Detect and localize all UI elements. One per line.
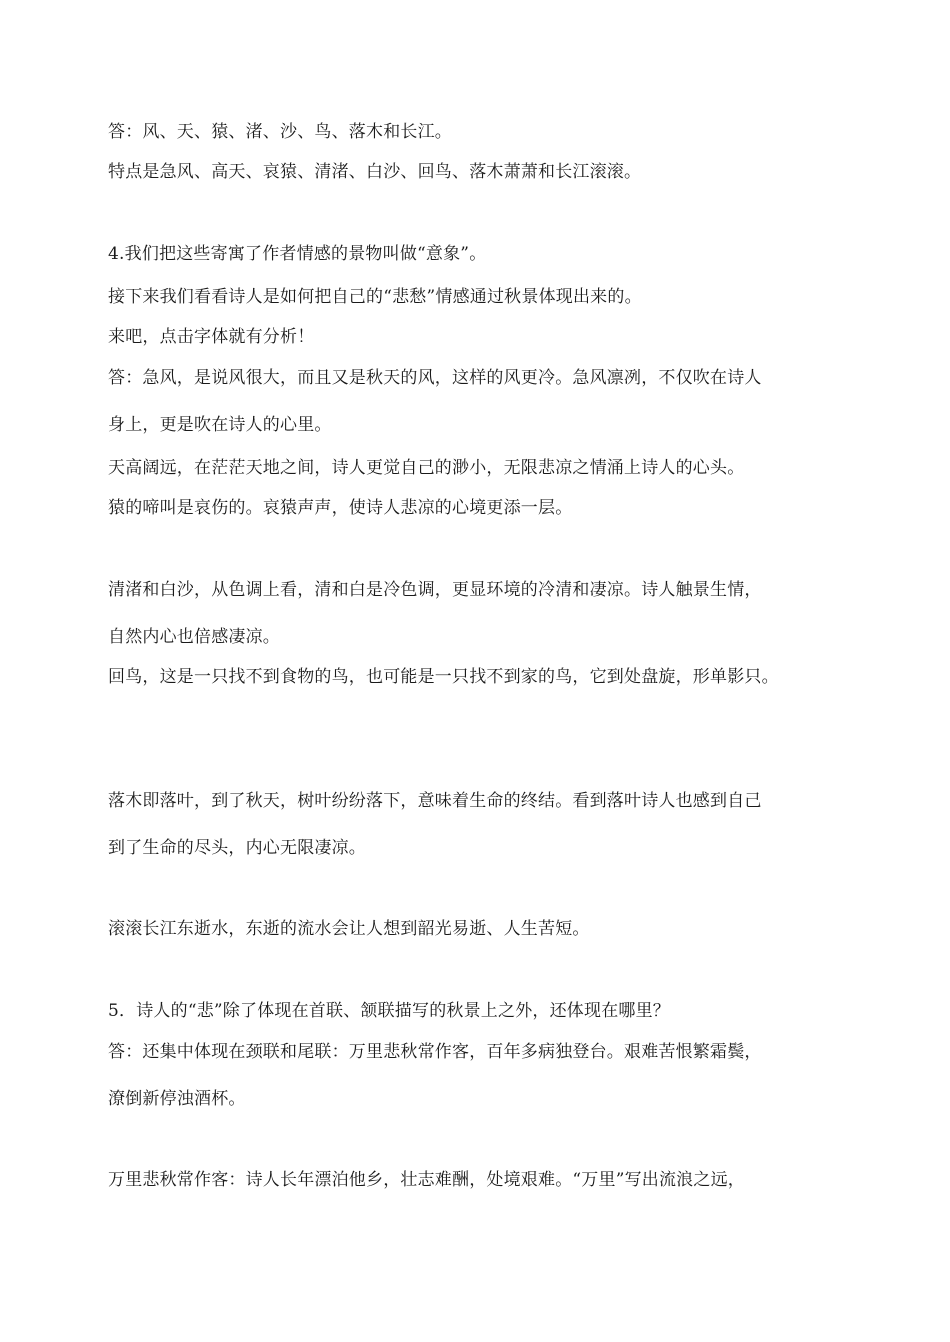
question-5-line: 5．诗人的“悲”除了体现在首联、颔联描写的秋景上之外，还体现在哪里？ <box>108 1001 670 1021</box>
fallen-leaves-line-2: 到了生命的尽头，内心无限凄凉。 <box>108 838 366 858</box>
answer-couplets-line-2: 潦倒新停浊酒杯。 <box>108 1089 246 1109</box>
islet-sand-line-2: 自然内心也倍感凄凉。 <box>108 627 280 647</box>
islet-sand-line-1: 清渚和白沙，从色调上看，清和白是冷色调，更显环境的冷清和凄凉。诗人触景生情， <box>108 580 762 600</box>
question-4-line: 4.我们把这些寄寓了作者情感的景物叫做“意象”。 <box>108 244 487 264</box>
wanli-analysis-line: 万里悲秋常作客：诗人长年漂泊他乡，壮志难酬，处境艰难。“万里”写出流浪之远， <box>108 1170 745 1190</box>
sky-analysis-line: 天高阔远，在茫茫天地之间，诗人更觉自己的渺小，无限悲凉之情涌上诗人的心头。 <box>108 458 745 478</box>
answer-line-imagery-list: 答：风、天、猿、渚、沙、鸟、落木和长江。 <box>108 122 452 142</box>
answer-wind-line-1: 答：急风，是说风很大，而且又是秋天的风，这样的风更冷。急风凛冽，不仅吹在诗人 <box>108 368 762 388</box>
answer-couplets-line-1: 答：还集中体现在颈联和尾联：万里悲秋常作客，百年多病独登台。艰难苦恨繁霜鬓， <box>108 1042 762 1062</box>
imagery-features-line: 特点是急风、高天、哀猿、清渚、白沙、回鸟、落木萧萧和长江滚滚。 <box>108 162 642 182</box>
click-prompt-line: 来吧，点击字体就有分析！ <box>108 327 315 347</box>
intro-sorrow-line: 接下来我们看看诗人是如何把自己的“悲愁”情感通过秋景体现出来的。 <box>108 287 642 307</box>
answer-wind-line-2: 身上，更是吹在诗人的心里。 <box>108 415 332 435</box>
yangtze-line: 滚滚长江东逝水，东逝的流水会让人想到韶光易逝、人生苦短。 <box>108 919 590 939</box>
bird-analysis-line: 回鸟，这是一只找不到食物的鸟，也可能是一只找不到家的鸟，它到处盘旋，形单影只。 <box>108 667 779 687</box>
fallen-leaves-line-1: 落木即落叶，到了秋天，树叶纷纷落下，意味着生命的终结。看到落叶诗人也感到自己 <box>108 791 762 811</box>
ape-analysis-line: 猿的啼叫是哀伤的。哀猿声声，使诗人悲凉的心境更添一层。 <box>108 498 573 518</box>
